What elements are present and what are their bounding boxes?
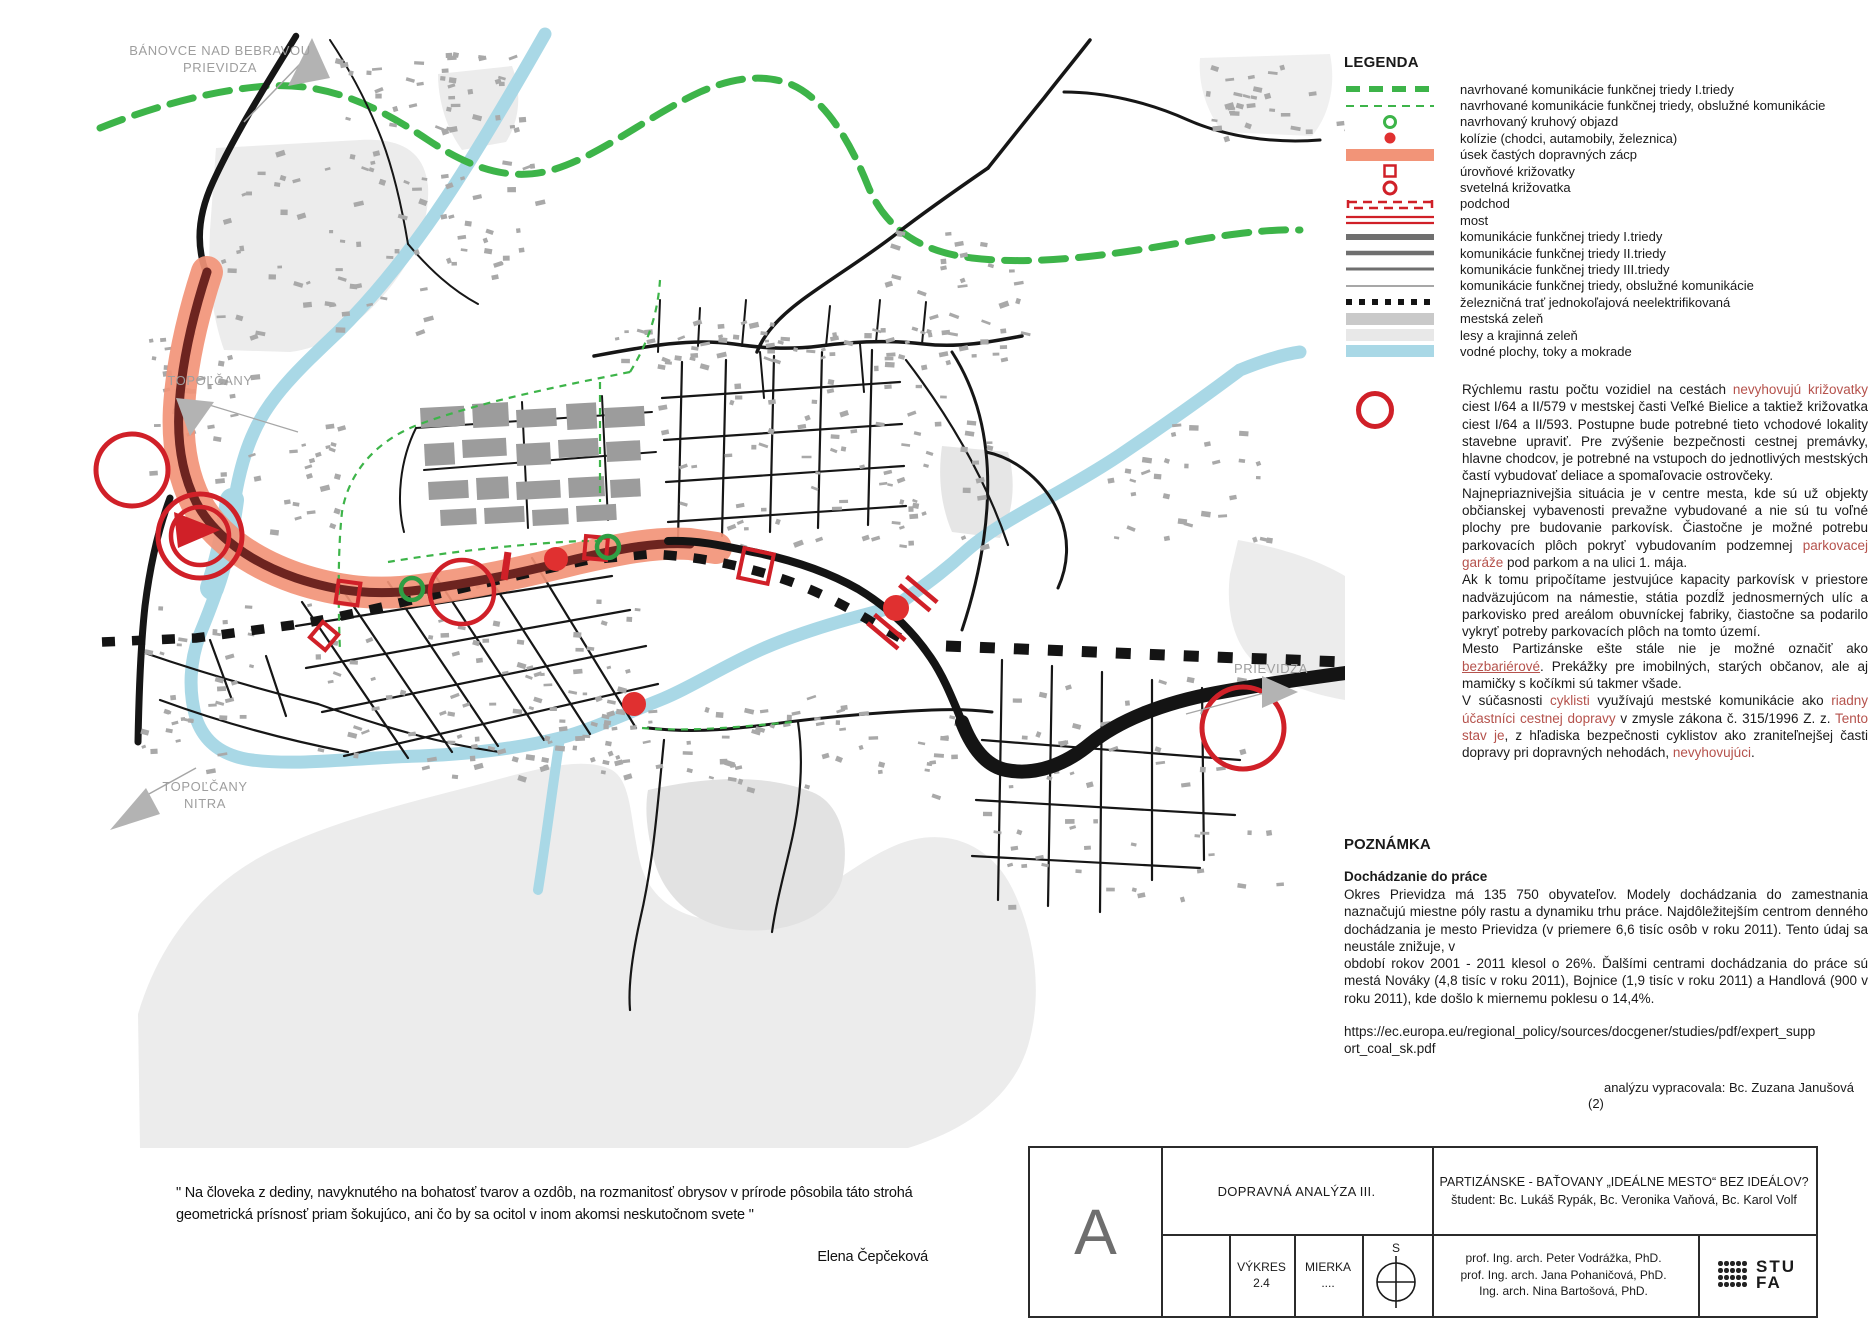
analysis-paragraph: Rýchlemu rastu počtu vozidiel na cestách nevyhovujú križovatky ciest I/64 a II/579 v mestskej časti Veľké Bielice a taktiež križovatka ciest I/64 a II/593. Postupne bude potrebné tieto vchodové lokality stavebne upraviť. Pre zvýšenie bezpečnosti cestnej premávky, hlavne chodcov, je potrebné na vstupoch do jednotlivých mestských častí vybudovať deliace a spomaľovacie ostrovčeky.: [1462, 382, 1869, 484]
legend-item: [1344, 179, 1872, 195]
legend-items: [1344, 81, 1872, 360]
stu-fa-logo: STU FA: [1698, 1234, 1816, 1316]
quote-text: " Na človeka z dediny, navyknutého na bohatosť tvarov a ozdôb, na rozmanitosť obrysov v prírode pôsobila táto strohá geometrická prísnosť priam šokujúco, ani čo by sa ocitol v inom akomsi neskutočnom svete ": [176, 1185, 913, 1223]
legend-item: [1344, 163, 1872, 179]
line-gray-1-icon: [1344, 230, 1436, 244]
professors-list: [1429, 1234, 1698, 1316]
fill-lightgray-icon: [1344, 328, 1436, 342]
credit-number: (2): [1588, 1096, 1604, 1111]
drawing-number: VÝKRES 2.4: [1237, 1260, 1286, 1290]
legend-item: [1344, 343, 1872, 359]
note-title: POZNÁMKA: [1344, 836, 1431, 853]
legend-item-label: železničná trať jednokoľajová neelektrifikovaná: [1460, 294, 1731, 310]
legend-item: [1344, 310, 1872, 326]
map-markers: [96, 434, 1284, 769]
collision-icon: [883, 595, 909, 621]
collision-icon: [622, 692, 646, 716]
quote-author: Elena Čepčeková: [817, 1249, 928, 1265]
fill-gray-icon: [1344, 312, 1436, 326]
analysis-paragraph: Mesto Partizánske ešte stále nie je možné označiť ako bezbariérové. Prekážky pre imobilných, starých občanov, ale aj mamičky s kočíkmi sú takmer všade.: [1462, 641, 1868, 692]
legend-item: [1344, 212, 1872, 228]
legend-item: [1344, 261, 1872, 277]
main-road-east: [668, 541, 1000, 768]
professor-line: prof. Ing. arch. Peter Vodrážka, PhD.: [1465, 1251, 1662, 1266]
legend-item: [1344, 81, 1872, 97]
analysis-text: [1462, 381, 1868, 762]
line-gray-2-icon: [1344, 246, 1436, 260]
collision-icon: [544, 547, 568, 571]
legend-item-label: komunikácie funkčnej triedy I.triedy: [1460, 229, 1663, 245]
legend-item: [1344, 130, 1872, 146]
legend-item-label: komunikácie funkčnej triedy II.triedy: [1460, 245, 1666, 261]
note-section: [1344, 836, 1872, 1058]
dash-green-thin-icon: [1344, 99, 1436, 113]
logo-dots-icon: [1718, 1261, 1748, 1289]
title-block: [1028, 1146, 1818, 1318]
legend-item: [1344, 294, 1872, 310]
analysis-paragraph: Ak k tomu pripočítame jestvujúce kapacity parkovísk v priestore nadväzujúcom na námestie, státia pozdĺž jednosmerných ulíc a parkovisko pred areálom obuvníckej fabriky, čiastočne sa podarilo vykryť potreby parkovacích plôch na tomto území.: [1462, 572, 1868, 640]
quote-block: [176, 1182, 954, 1268]
label-prievidza: PRIEVIDZA: [1233, 661, 1309, 676]
compass-letter: S: [1391, 1241, 1400, 1255]
north-compass-icon: [1362, 1234, 1429, 1316]
note-subtitle: Dochádzanie do práce: [1344, 869, 1488, 884]
legend: [1344, 54, 1872, 360]
analysis-paragraph: Najnepriaznivejšia situácia je v centre mesta, kde sú už objekty občianskej vybavenosti prevažne vybudované a nie sú tu voľné plochy pre budovanie parkovísk. Čiastočne je možné potrebu parkovacích plôch pokryť vybudovaním podzemnej parkovacej garáže pod parkom a na ulici 1. mája.: [1462, 485, 1868, 570]
dotted-black-icon: [1344, 295, 1436, 309]
legend-item-label: kolízie (chodci, autamobily, železnica): [1460, 130, 1678, 146]
sheet-title: DOPRAVNÁ ANALÝZA III.: [1217, 1183, 1376, 1199]
project-title: PARTIZÁNSKE - BAŤOVANY „IDEÁLNE MESTO“ BEZ IDEÁLOV? študent: Bc. Lukáš Rypák, Bc. Veronika Vaňová, Bc. Karol Volf: [1439, 1175, 1809, 1207]
analysis-paragraph: V súčasnosti cyklisti využívajú mestské komunikácie ako riadny účastníci cestnej dopravy v zmysle zákona č. 315/1996 Z. z. Tento stav je, z hľadiska bezpečnosti cyklistov ako zraniteľnejšej časti dopravy pri dopravných nehodách, nevyhovujúci.: [1462, 693, 1868, 761]
traffic-light-intersection-icon: [96, 434, 168, 506]
fill-blue-icon: [1344, 344, 1436, 358]
legend-item-label: navrhované komunikácie funkčnej triedy, obslužné komunikácie: [1460, 98, 1826, 114]
legend-item-label: navrhovaný kruhový objazd: [1460, 114, 1619, 130]
legend-item-label: most: [1460, 212, 1489, 228]
legend-item-label: úsek častých dopravných zácp: [1460, 147, 1638, 163]
ring-red-icon: [1344, 180, 1436, 196]
legend-item: [1344, 196, 1872, 212]
source-link[interactable]: https://ec.europa.eu/regional_policy/sources/docgener/studies/pdf/expert_supp ort_coal_sk.pdf: [1344, 1024, 1816, 1057]
square-red-icon: [1344, 164, 1436, 178]
legend-item-label: komunikácie funkčnej triedy III.triedy: [1460, 261, 1670, 277]
credit-line: analýzu vypracovala: Bc. Zuzana Janušová: [1603, 1080, 1854, 1095]
legend-item: [1344, 114, 1872, 130]
legend-item-label: lesy a krajinná zeleň: [1460, 327, 1578, 343]
ring-green-icon: [1344, 115, 1436, 129]
band-salmon-icon: [1344, 148, 1436, 162]
label-banovce: BÁNOVCE NAD BEBRAVOU PRIEVIDZA: [129, 43, 311, 75]
underpass-red-icon: [1344, 197, 1436, 211]
legend-item-label: navrhované komunikácie funkčnej triedy I.triedy: [1460, 81, 1734, 97]
professor-line: Ing. arch. Nina Bartošová, PhD.: [1479, 1284, 1648, 1299]
legend-item-label: mestská zeleň: [1460, 311, 1544, 327]
legend-item-label: úrovňové križovatky: [1460, 163, 1575, 179]
note-paragraph: Okres Prievidza má 135 750 obyvateľov. Modely dochádzania do zamestnania naznačujú miestne póly rastu a dynamiku trhu práce. Najdôležitejším centrom denného dochádzania je mesto Prievidza (v priemere 6,6 tisíc osôb v roku 2011). Tento údaj sa neustále znižuje, v: [1344, 887, 1868, 954]
label-topolcany-nitra: TOPOĽČANY NITRA: [162, 779, 248, 811]
legend-item: [1344, 278, 1872, 294]
legend-item-label: podchod: [1460, 196, 1510, 212]
legend-item: [1344, 229, 1872, 245]
dash-green-thick-icon: [1344, 82, 1436, 96]
problem-intersection-icon: [1356, 391, 1394, 429]
legend-item-label: svetelná križovatka: [1460, 180, 1571, 196]
professor-line: prof. Ing. arch. Jana Pohaničová, PhD.: [1460, 1267, 1667, 1282]
legend-title: LEGENDA: [1344, 54, 1419, 71]
legend-item: [1344, 245, 1872, 261]
legend-item: [1344, 147, 1872, 163]
label-topolcany-mid: TOPOĽČANY: [167, 373, 253, 388]
line-gray-3-icon: [1344, 262, 1436, 276]
scale-cell: MIERKA ....: [1304, 1260, 1351, 1290]
legend-item: [1344, 97, 1872, 113]
note-paragraph: období rokov 2001 - 2011 klesol o 26%. Ďalšími centrami dochádzania do práce sú mestá Nováky (4,8 tisíc v roku 2011), Bojnice (1,9 tisíc v roku 2011) a Handlová (900 v roku 2011), kde došlo k miernemu poklesu o 14,4%.: [1344, 956, 1868, 1006]
legend-item-label: komunikácie funkčnej triedy, obslužné komunikácie: [1460, 278, 1754, 294]
legend-item-label: vodné plochy, toky a mokrade: [1460, 343, 1632, 359]
dot-red-icon: [1344, 131, 1436, 145]
sheet-letter: A: [1074, 1196, 1117, 1268]
legend-item: [1344, 327, 1872, 343]
bridge-red-icon: [1344, 213, 1436, 227]
line-gray-4-icon: [1344, 279, 1436, 293]
